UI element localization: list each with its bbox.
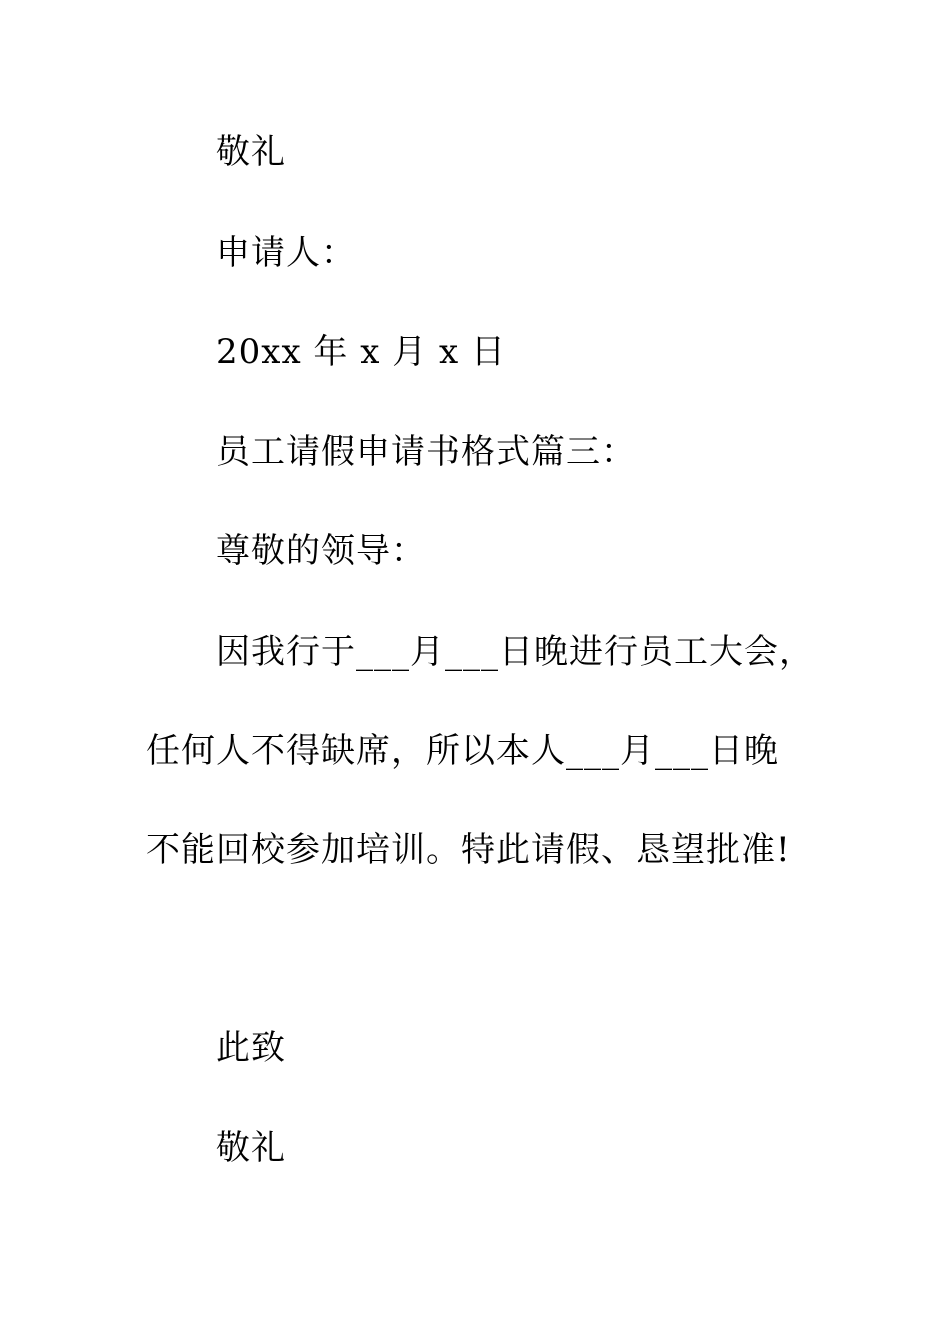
date-line: 20xx 年 x 月 x 日 — [216, 332, 507, 372]
body-line-3: 不能回校参加培训。特此请假、恳望批准! — [146, 830, 791, 870]
section-heading: 员工请假申请书格式篇三： — [216, 432, 636, 472]
closing-phrase: 此致 — [216, 1028, 286, 1068]
closing-salute-bottom: 敬礼 — [216, 1128, 286, 1168]
body-line-1: 因我行于___月___日晚进行员工大会， — [216, 632, 814, 672]
applicant-label: 申请人： — [216, 233, 356, 273]
body-line-2: 任何人不得缺席，所以本人___月___日晚 — [146, 731, 779, 771]
closing-salute-top: 敬礼 — [216, 132, 286, 172]
salutation: 尊敬的领导： — [216, 531, 426, 571]
